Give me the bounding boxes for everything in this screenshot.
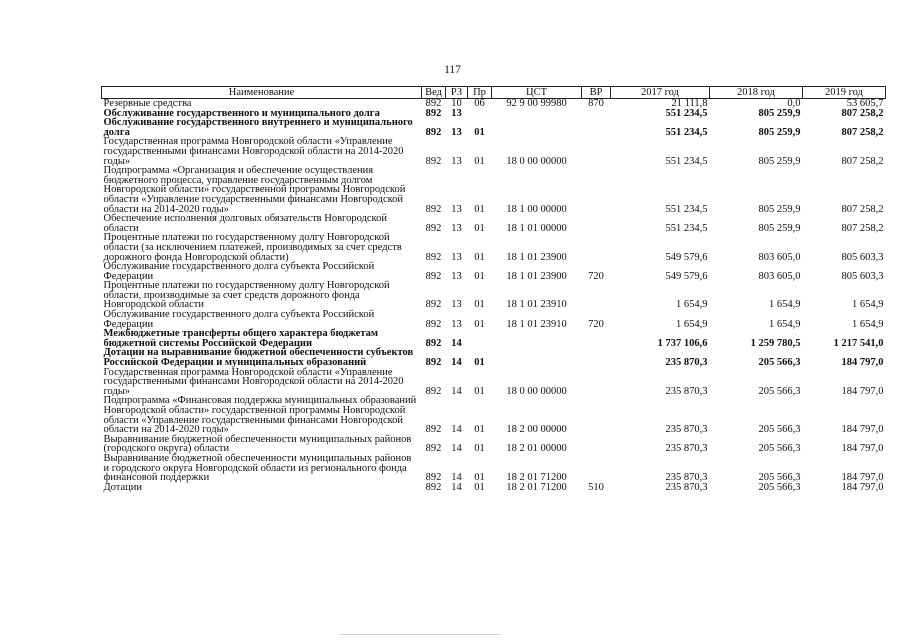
- bottom-divider: [340, 634, 500, 635]
- table-row: [102, 281, 886, 310]
- cell-vr: [582, 281, 611, 310]
- cell-ved: 892: [425, 385, 442, 397]
- cell-2017: 1 654,9: [676, 299, 708, 311]
- column-header-vr: ВР: [582, 87, 611, 99]
- cell-2017: 235 870,3: [665, 385, 708, 397]
- cell-name: Государственная программа Новгородской области «Управление государственными финансами Новгородской области на 2014-2020 годы»: [103, 136, 404, 167]
- cell-2019: 807 258,2: [841, 126, 884, 138]
- cell-pr: [468, 329, 492, 348]
- cell-2019: 184 797,0: [841, 385, 884, 397]
- column-header-2017: 2017 год: [611, 87, 710, 99]
- column-header-cst: ЦСТ: [492, 87, 582, 99]
- column-header-rz: РЗ: [446, 87, 468, 99]
- cell-name: Государственная программа Новгородской области «Управление государственными финансами Новгородской области на 2014-2020 годы»: [103, 366, 404, 397]
- cell-vr: [582, 118, 611, 137]
- cell-vr: [582, 214, 611, 233]
- table-row: [102, 233, 886, 262]
- cell-cst: [492, 109, 582, 119]
- cell-name: Процентные платежи по государственному долгу Новгородской области (за исключением платежей, производимых за счет средств дорожного фонда Новгородской области): [103, 232, 402, 263]
- cell-pr: 01: [474, 126, 485, 138]
- cell-ved: 892: [425, 299, 442, 311]
- cell-pr: 01: [474, 424, 485, 436]
- table-body: [102, 99, 886, 493]
- cell-ved: 892: [425, 251, 442, 263]
- cell-pr: 01: [474, 155, 485, 167]
- cell-2018: 803 605,0: [758, 270, 801, 282]
- page-number: 117: [444, 64, 461, 76]
- cell-rz: 10: [451, 98, 462, 109]
- cell-2017: 551 234,5: [665, 222, 708, 234]
- cell-cst: [492, 118, 582, 137]
- cell-2018: 205 566,3: [758, 481, 801, 493]
- cell-cst: 18 1 00 00000: [506, 203, 567, 215]
- table-row: [102, 435, 886, 454]
- cell-rz: 13: [451, 107, 462, 119]
- cell-name: Процентные платежи по государственному долгу Новгородской области, производимые за счет средств дорожного фонда Новгородской области: [103, 280, 390, 311]
- table-row: [102, 214, 886, 233]
- cell-2018: 205 566,3: [758, 385, 801, 397]
- cell-2018: 0,0: [787, 98, 801, 109]
- cell-cst: 18 2 01 71200: [506, 481, 567, 493]
- cell-2018: 205 566,3: [758, 424, 801, 436]
- cell-2018: 803 605,0: [758, 251, 801, 263]
- cell-ved: 892: [425, 107, 442, 119]
- cell-ved: 892: [425, 337, 442, 349]
- cell-2019: 1 654,9: [852, 299, 884, 311]
- cell-vr: [582, 435, 611, 454]
- cell-rz: 14: [451, 385, 462, 397]
- cell-2019: 807 258,2: [841, 107, 884, 119]
- table-row: [102, 368, 886, 397]
- cell-2018: 1 654,9: [769, 299, 801, 311]
- cell-ved: 892: [425, 472, 442, 484]
- cell-cst: 18 0 00 00000: [506, 155, 567, 167]
- cell-2018: 805 259,9: [758, 126, 801, 138]
- cell-2017: 21 111,8: [671, 98, 708, 109]
- cell-rz: 13: [451, 126, 462, 138]
- cell-name: Обслуживание государственного долга субъекта Российской Федерации: [103, 261, 375, 282]
- table-header-row: [102, 87, 886, 99]
- table-row: [102, 396, 886, 434]
- cell-2019: 184 797,0: [841, 443, 884, 455]
- cell-ved: 892: [425, 443, 442, 455]
- cell-rz: 13: [451, 222, 462, 234]
- cell-ved: 892: [425, 424, 442, 436]
- cell-name: Подпрограмма «Финансовая поддержка муниципальных образований Новгородской области» государственной программы Новгородской области «Управление государственными финансами Новгородской области на 2014-2020 годы»: [103, 395, 417, 436]
- cell-pr: 01: [474, 203, 485, 215]
- cell-2019: 184 797,0: [841, 481, 884, 493]
- table-row: [102, 118, 886, 137]
- table-row: [102, 310, 886, 329]
- cell-2019: 807 258,2: [841, 155, 884, 167]
- cell-2017: 235 870,3: [665, 443, 708, 455]
- cell-name: Дотации: [103, 481, 143, 493]
- cell-vr: [582, 166, 611, 214]
- cell-2018: 1 654,9: [769, 318, 801, 330]
- cell-2018: 805 259,9: [758, 155, 801, 167]
- cell-vr: [582, 454, 611, 483]
- cell-rz: 14: [451, 443, 462, 455]
- cell-2018: 805 259,9: [758, 107, 801, 119]
- cell-2019: 184 797,0: [841, 424, 884, 436]
- cell-2018: 805 259,9: [758, 203, 801, 215]
- cell-pr: 01: [474, 385, 485, 397]
- cell-2019: 807 258,2: [841, 203, 884, 215]
- cell-cst: [492, 348, 582, 367]
- cell-pr: [468, 109, 492, 119]
- cell-pr: 01: [474, 357, 485, 369]
- cell-cst: 18 1 01 23910: [506, 318, 567, 330]
- cell-vr: [582, 137, 611, 166]
- cell-2017: 235 870,3: [665, 357, 708, 369]
- cell-name: Выравнивание бюджетной обеспеченности муниципальных районов (городского округа) области: [103, 433, 412, 455]
- cell-rz: 13: [451, 155, 462, 167]
- cell-pr: 01: [474, 481, 485, 493]
- cell-vr: 720: [588, 270, 604, 282]
- cell-2018: 205 566,3: [758, 443, 801, 455]
- table-row: [102, 262, 886, 281]
- cell-vr: [582, 329, 611, 348]
- column-header-2019: 2019 год: [803, 87, 886, 99]
- cell-rz: 14: [451, 424, 462, 436]
- table-row: [102, 329, 886, 348]
- cell-vr: [582, 109, 611, 119]
- cell-ved: 892: [425, 481, 442, 493]
- cell-vr: [582, 368, 611, 397]
- cell-2017: 551 234,5: [665, 155, 708, 167]
- cell-vr: 870: [588, 98, 604, 109]
- cell-vr: [582, 348, 611, 367]
- cell-name: Обслуживание государственного внутреннего и муниципального долга: [103, 117, 413, 138]
- cell-2017: 1 737 106,6: [657, 337, 708, 349]
- column-header-name: Наименование: [102, 87, 422, 99]
- cell-name: Обслуживание государственного и муниципального долга: [103, 107, 380, 119]
- cell-2017: 1 654,9: [676, 318, 708, 330]
- cell-name: Резервные средства: [103, 98, 192, 109]
- cell-2017: 235 870,3: [665, 472, 708, 484]
- table-row: [102, 483, 886, 493]
- cell-pr: 01: [474, 270, 485, 282]
- cell-pr: 01: [474, 443, 485, 455]
- cell-cst: 18 2 01 71200: [506, 472, 567, 484]
- cell-2019: 184 797,0: [841, 472, 884, 484]
- cell-2017: 549 579,6: [665, 270, 708, 282]
- cell-rz: 13: [451, 318, 462, 330]
- cell-2018: 205 566,3: [758, 472, 801, 484]
- cell-2017: 551 234,5: [665, 203, 708, 215]
- cell-2019: 184 797,0: [841, 357, 884, 369]
- cell-2019: 805 603,3: [841, 270, 884, 282]
- cell-2019: 1 654,9: [852, 318, 884, 330]
- cell-name: Межбюджетные трансферты общего характера бюджетам бюджетной системы Российской Федерации: [103, 328, 379, 349]
- cell-name: Выравнивание бюджетной обеспеченности муниципальных районов и городского округа Новгородской области из регионального фонда финансовой поддержки: [103, 452, 412, 484]
- cell-name: Обеспечение исполнения долговых обязательств Новгородской области: [103, 213, 387, 234]
- column-header-pr: Пр: [468, 87, 492, 99]
- cell-cst: 18 1 01 23900: [506, 270, 567, 282]
- cell-2019: 1 217 541,0: [833, 337, 884, 349]
- cell-ved: 892: [425, 357, 442, 369]
- cell-pr: 01: [474, 299, 485, 311]
- cell-rz: 13: [451, 203, 462, 215]
- cell-rz: 14: [451, 472, 462, 484]
- cell-2019: 805 603,3: [841, 251, 884, 263]
- cell-2018: 805 259,9: [758, 222, 801, 234]
- cell-cst: 18 2 01 00000: [506, 443, 567, 455]
- table-row: [102, 348, 886, 367]
- column-header-ved: Вед: [422, 87, 446, 99]
- cell-pr: 01: [474, 222, 485, 234]
- cell-name: Подпрограмма «Организация и обеспечение осуществления бюджетного процесса, управление государственным долгом Новгородской области» государственной программы Новгородской области «Управление государственными финансами Новгородской области на 2014-2020 годы»: [103, 165, 406, 215]
- cell-rz: 13: [451, 270, 462, 282]
- cell-2018: 1 259 780,5: [750, 337, 801, 349]
- cell-vr: 510: [588, 481, 604, 493]
- cell-cst: 18 2 00 00000: [506, 424, 567, 436]
- cell-pr: 01: [474, 251, 485, 263]
- table-row: [102, 166, 886, 214]
- cell-pr: 01: [474, 318, 485, 330]
- cell-2017: 551 234,5: [665, 126, 708, 138]
- cell-2017: 549 579,6: [665, 251, 708, 263]
- cell-cst: 92 9 00 99980: [506, 98, 567, 109]
- cell-2017: 551 234,5: [665, 107, 708, 119]
- cell-2019: 807 258,2: [841, 222, 884, 234]
- cell-2017: 235 870,3: [665, 424, 708, 436]
- table-row: [102, 454, 886, 483]
- cell-cst: 18 0 00 00000: [506, 385, 567, 397]
- cell-cst: 18 1 01 23900: [506, 251, 567, 263]
- cell-rz: 13: [451, 251, 462, 263]
- cell-pr: 06: [474, 98, 485, 109]
- cell-ved: 892: [425, 203, 442, 215]
- cell-2019: 53 605,7: [846, 98, 884, 109]
- cell-ved: 892: [425, 318, 442, 330]
- cell-ved: 892: [425, 155, 442, 167]
- cell-name: Обслуживание государственного долга субъекта Российской Федерации: [103, 309, 375, 330]
- table-row: [102, 137, 886, 166]
- budget-table: [101, 86, 886, 492]
- cell-cst: 18 1 01 23910: [506, 299, 567, 311]
- cell-cst: [492, 329, 582, 348]
- cell-name: Дотации на выравнивание бюджетной обеспеченности субъектов Российской Федерации и муниципальных образований: [103, 347, 414, 369]
- cell-cst: 18 1 01 00000: [506, 222, 567, 234]
- column-header-2018: 2018 год: [710, 87, 803, 99]
- cell-2018: 205 566,3: [758, 357, 801, 369]
- cell-rz: 14: [451, 337, 462, 349]
- cell-vr: 720: [588, 318, 604, 330]
- cell-vr: [582, 233, 611, 262]
- cell-2017: 235 870,3: [665, 481, 708, 493]
- cell-rz: 13: [451, 299, 462, 311]
- cell-vr: [582, 396, 611, 434]
- cell-rz: 14: [451, 481, 462, 493]
- cell-pr: 01: [474, 472, 485, 484]
- cell-rz: 14: [451, 357, 462, 369]
- cell-ved: 892: [425, 98, 442, 109]
- cell-ved: 892: [425, 126, 442, 138]
- cell-ved: 892: [425, 222, 442, 234]
- cell-ved: 892: [425, 270, 442, 282]
